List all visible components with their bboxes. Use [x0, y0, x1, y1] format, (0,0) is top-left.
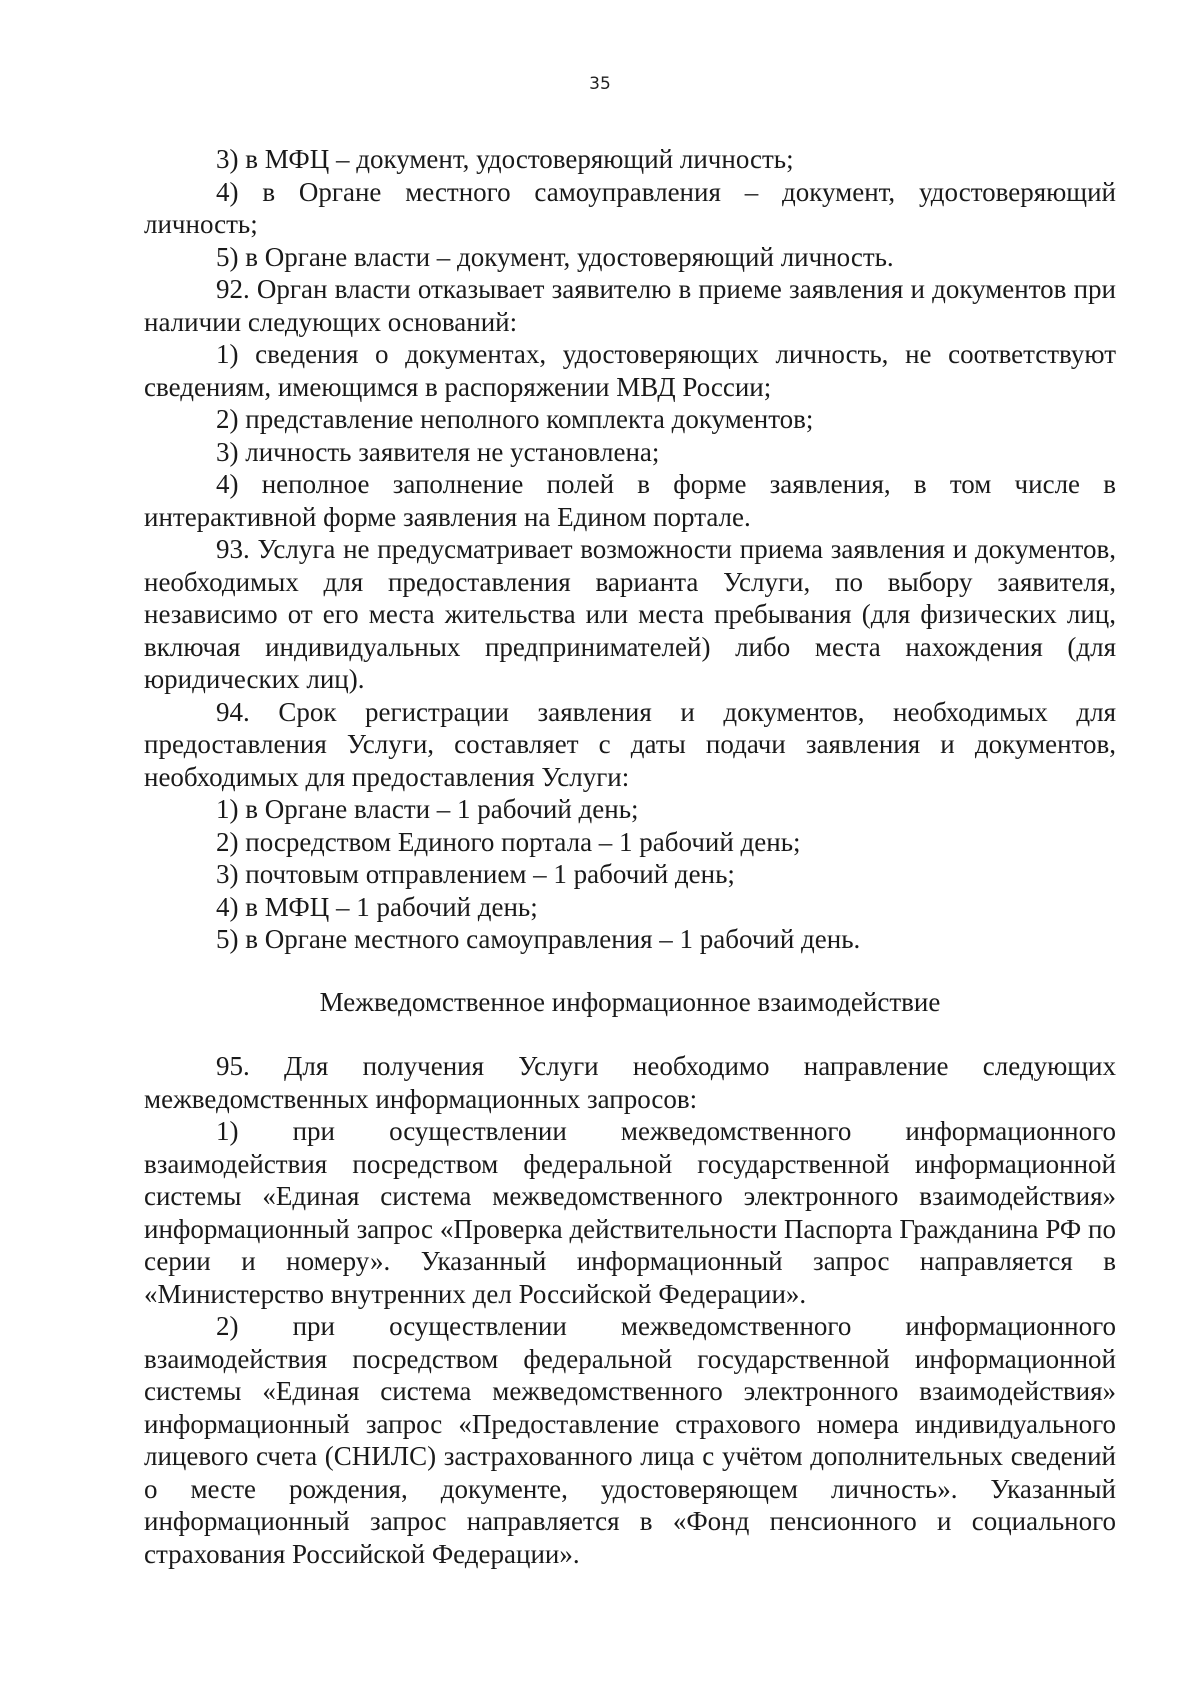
paragraph: 3) личность заявителя не установлена;: [216, 436, 660, 467]
paragraph: 2) посредством Единого портала – 1 рабочий день;: [216, 826, 801, 857]
paragraph: 4) в Органе местного самоуправления – документ, удостоверяющий личность;: [144, 176, 1116, 239]
paragraph: 5) в Органе местного самоуправления – 1 рабочий день.: [216, 924, 861, 954]
paragraph: 93. Услуга не предусматривает возможности приема заявления и документов, необходимых для предоставления варианта Услуги, по выбору заявителя, независимо от его места жительства или места пребывания (для физических лиц, включая индивидуальных предпринимателей) либо места нахождения (для юридических лиц).: [144, 534, 1116, 694]
page-number: 35: [589, 74, 611, 94]
paragraph: 1) при осуществлении межведомственного информационного взаимодействия посредством федеральной государственной информационной системы «Единая система межведомственного электронного взаимодействия» информационный запрос «Проверка действительности Паспорта Гражданина РФ по серии и номеру». Указанный информационный запрос направляется в «Министерство внутренних дел Российской Федерации».: [144, 1116, 1116, 1309]
paragraph: 1) сведения о документах, удостоверяющих личность, не соответствуют сведениям, имеющимся в распоряжении МВД России;: [144, 339, 1116, 402]
paragraph: 4) в МФЦ – 1 рабочий день;: [216, 891, 538, 922]
paragraph: 94. Срок регистрации заявления и документов, необходимых для предоставления Услуги, составляет с даты подачи заявления и документов, необходимых для предоставления Услуги:: [144, 696, 1116, 792]
paragraph: 3) в МФЦ – документ, удостоверяющий личность;: [216, 144, 794, 174]
paragraph: 95. Для получения Услуги необходимо направление следующих межведомственных информационных запросов:: [144, 1051, 1116, 1114]
section-heading: Межведомственное информационное взаимодействие: [319, 986, 941, 1017]
paragraph: 1) в Органе власти – 1 рабочий день;: [216, 794, 639, 824]
paragraph: 92. Орган власти отказывает заявителю в приеме заявления и документов при наличии следующих оснований:: [144, 274, 1116, 337]
paragraph: 2) представление неполного комплекта документов;: [216, 404, 814, 434]
paragraph: 4) неполное заполнение полей в форме заявления, в том числе в интерактивной форме заявления на Едином портале.: [144, 469, 1116, 532]
document-body: [144, 143, 1116, 1570]
paragraph: 2) при осуществлении межведомственного информационного взаимодействия посредством федеральной государственной информационной системы «Единая система межведомственного электронного взаимодействия» информационный запрос «Предоставление страхового номера индивидуального лицевого счета (СНИЛС) застрахованного лица с учётом дополнительных сведений о месте рождения, документе, удостоверяющем личность». Указанный информационный запрос направляется в «Фонд пенсионного и социального страхования Российской Федерации».: [144, 1311, 1116, 1569]
paragraph: 3) почтовым отправлением – 1 рабочий день;: [216, 859, 735, 889]
paragraph: 5) в Органе власти – документ, удостоверяющий личность.: [216, 241, 894, 272]
